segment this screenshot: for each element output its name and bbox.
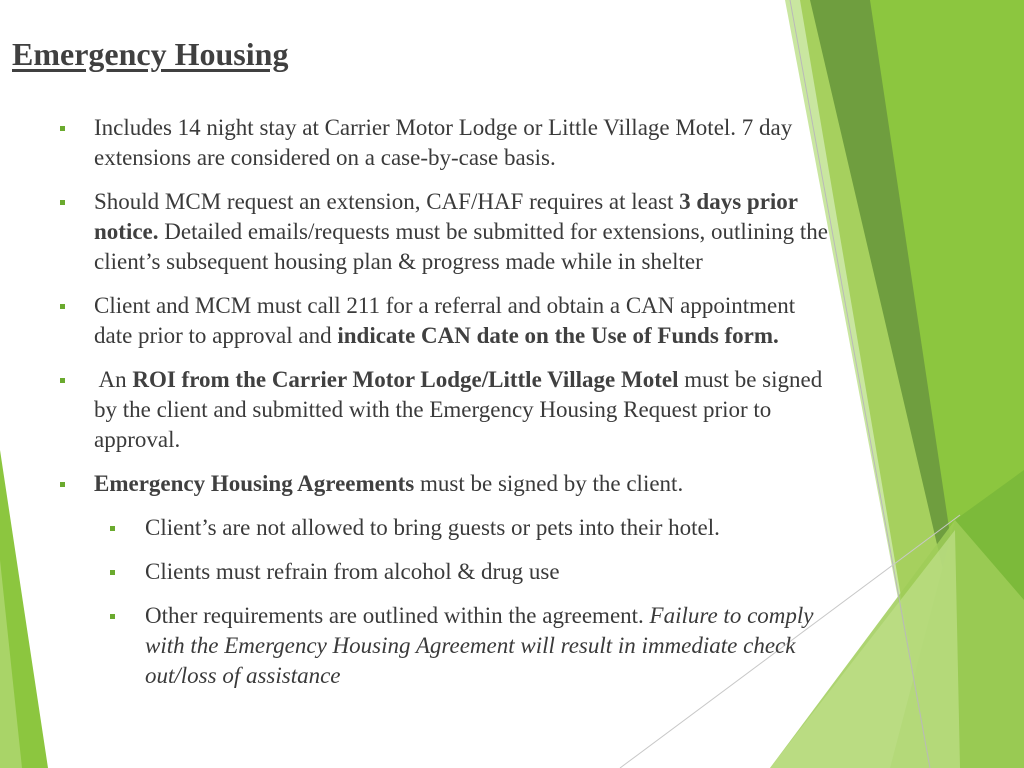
square-bullet-icon: [110, 614, 115, 619]
sub-bullet-other-requirements: Other requirements are outlined within the agreement. Failure to comply with the Emergency Housing Agreement will result in immediate check out/loss of assistance: [108, 601, 828, 691]
bullet-item-extension: Should MCM request an extension, CAF/HAF requires at least 3 days prior notice. Detailed emails/requests must be submitted for extensions, outlining the client’s subsequent housing plan & progress made while in shelter: [58, 187, 828, 277]
bullet-item-agreements: Emergency Housing Agreements must be signed by the client.: [58, 469, 828, 499]
bullet-list: [58, 113, 828, 705]
bullet-item-call-211: Client and MCM must call 211 for a referral and obtain a CAN appointment date prior to approval and indicate CAN date on the Use of Funds form.: [58, 291, 828, 351]
sub-bullet-guests: Client’s are not allowed to bring guests or pets into their hotel.: [108, 513, 828, 543]
square-bullet-icon: [110, 526, 115, 531]
square-bullet-icon: [60, 482, 65, 487]
square-bullet-icon: [60, 304, 65, 309]
square-bullet-icon: [110, 570, 115, 575]
square-bullet-icon: [60, 378, 65, 383]
sub-bullet-alcohol: Clients must refrain from alcohol & drug use: [108, 557, 828, 587]
square-bullet-icon: [60, 126, 65, 131]
bullet-item-stay: Includes 14 night stay at Carrier Motor Lodge or Little Village Motel. 7 day extensions are considered on a case-by-case basis.: [58, 113, 828, 173]
square-bullet-icon: [60, 200, 65, 205]
page-title: Emergency Housing: [12, 36, 289, 72]
bullet-item-roi: An ROI from the Carrier Motor Lodge/Little Village Motel must be signed by the client and submitted with the Emergency Housing Request prior to approval.: [58, 365, 828, 455]
